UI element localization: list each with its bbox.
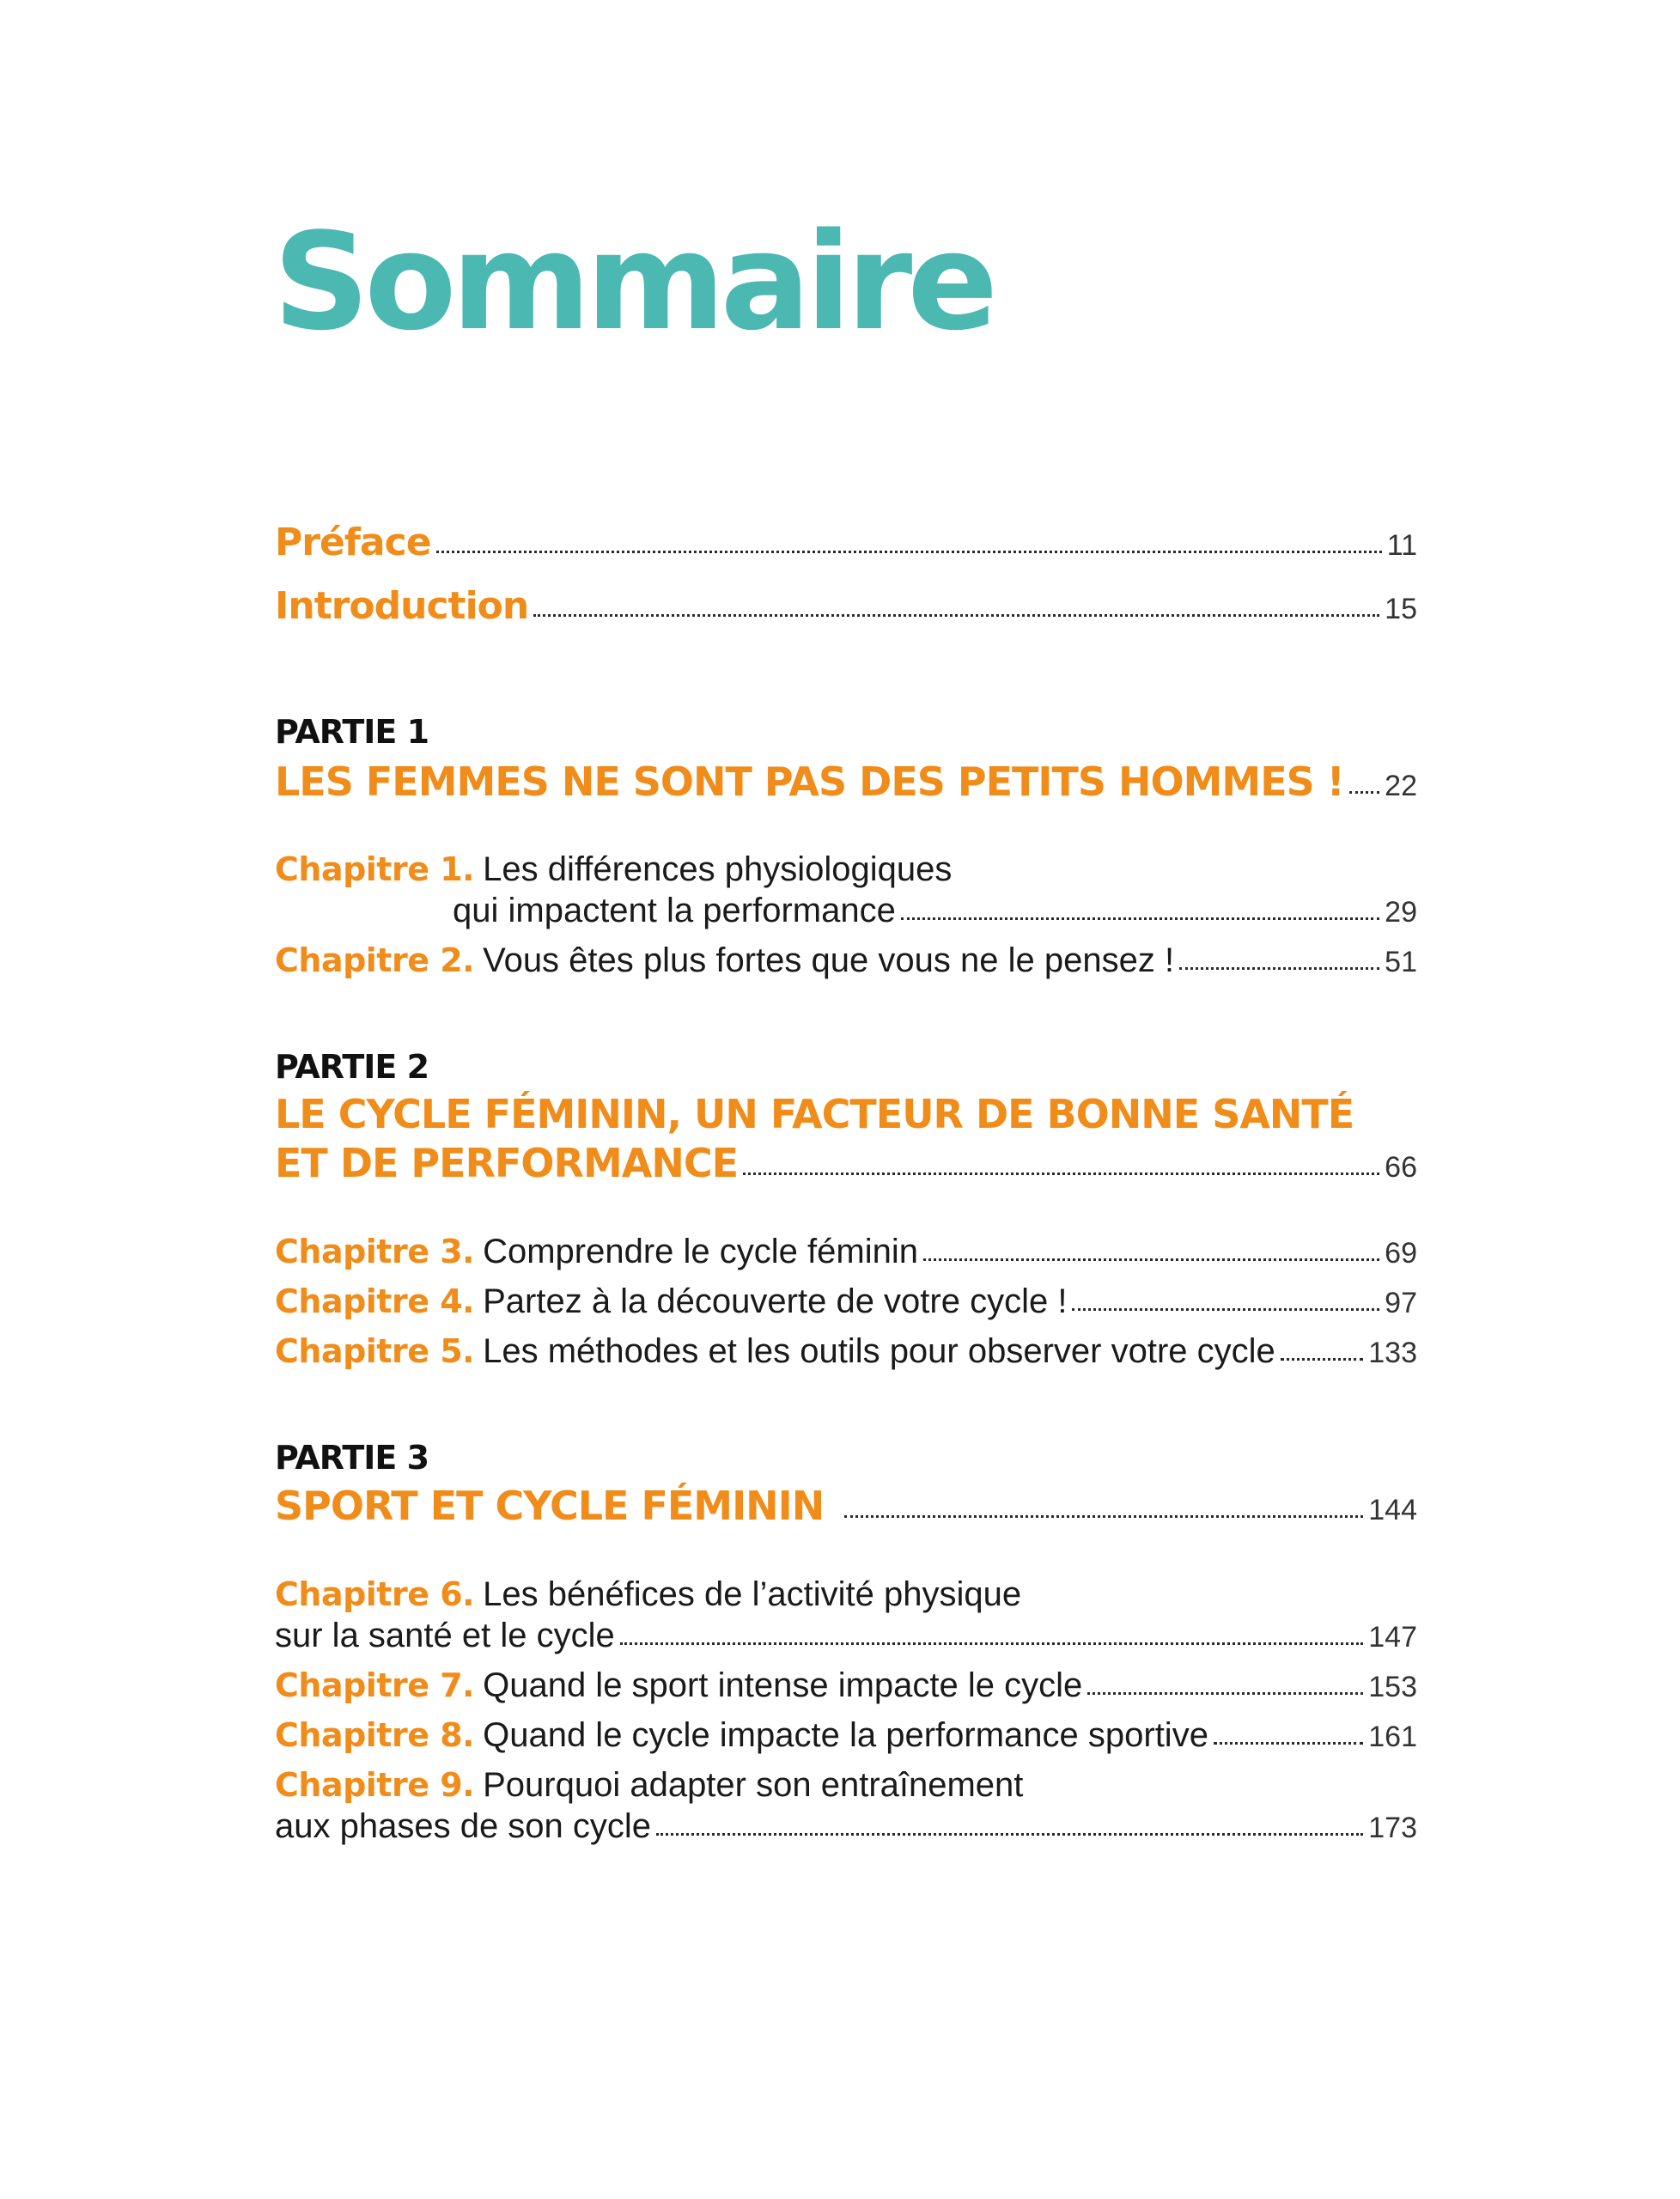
chapter-title: Vous êtes plus fortes que vous ne le pensez ! (483, 941, 1175, 979)
page-title: Sommaire (273, 204, 994, 360)
dot-leader (901, 904, 1379, 920)
chapter-title: Les différences physiologiques (483, 850, 953, 888)
part-title-cont: ET DE PERFORMANCE (275, 1140, 738, 1186)
toc-entry-chapter-2[interactable] (275, 941, 1417, 980)
chapter-heading (275, 1766, 1023, 1805)
chapter-number: Chapitre 7. (275, 1666, 475, 1704)
dot-leader (1179, 953, 1379, 970)
toc-entry-part-3[interactable] (275, 1483, 1417, 1529)
chapter-number: Chapitre 2. (275, 941, 475, 979)
chapter-title-cont: qui impactent la performance (453, 892, 896, 929)
chapter-number: Chapitre 1. (275, 850, 475, 888)
toc-entry-part-2[interactable] (275, 1140, 1417, 1186)
page-number: 147 (1368, 1621, 1417, 1654)
page-number: 66 (1385, 1151, 1417, 1184)
dot-leader (533, 600, 1379, 617)
page-number: 22 (1385, 770, 1417, 802)
part-title: SPORT ET CYCLE FÉMININ (275, 1483, 825, 1529)
dot-leader (656, 1819, 1363, 1836)
page-number: 153 (1368, 1671, 1417, 1703)
chapter-number: Chapitre 4. (275, 1282, 475, 1320)
part-title: LE CYCLE FÉMININ, UN FACTEUR DE BONNE SANTÉ (275, 1091, 1354, 1137)
page-number: 51 (1385, 946, 1417, 978)
dot-leader (923, 1245, 1379, 1261)
part-label: PARTIE 1 (275, 713, 429, 751)
toc-entry-chapter-7[interactable] (275, 1666, 1417, 1705)
chapter-title-cont: aux phases de son cycle (275, 1807, 652, 1845)
part-title-line (275, 1091, 1354, 1137)
part-title: LES FEMMES NE SONT PAS DES PETITS HOMMES ! (275, 758, 1344, 805)
introduction-label: Introduction (275, 584, 529, 628)
part-label: PARTIE 2 (275, 1048, 429, 1086)
page-number: 29 (1385, 896, 1417, 929)
dot-leader (743, 1159, 1379, 1175)
page-number: 173 (1368, 1812, 1417, 1844)
toc-entry-introduction[interactable] (275, 584, 1417, 628)
chapter-title: Partez à la découverte de votre cycle ! (483, 1282, 1068, 1320)
dot-leader (436, 537, 1382, 553)
chapter-title: Pourquoi adapter son entraînement (483, 1766, 1024, 1804)
chapter-number: Chapitre 3. (275, 1233, 475, 1270)
page-number: 97 (1385, 1287, 1417, 1319)
chapter-title: Les bénéfices de l’activité physique (483, 1575, 1022, 1613)
page-number: 15 (1385, 593, 1417, 625)
chapter-heading (275, 850, 952, 889)
chapter-number: Chapitre 5. (275, 1332, 475, 1370)
toc-entry-chapter-9[interactable] (275, 1807, 1417, 1846)
toc-entry-chapter-4[interactable] (275, 1282, 1417, 1321)
toc-entry-chapter-6[interactable] (275, 1617, 1417, 1655)
chapter-number: Chapitre 9. (275, 1766, 475, 1804)
chapter-title: Quand le sport intense impacte le cycle (483, 1666, 1083, 1704)
page-number: 161 (1368, 1721, 1417, 1753)
chapter-number: Chapitre 6. (275, 1575, 475, 1613)
dot-leader (620, 1629, 1364, 1645)
chapter-title: Quand le cycle impacte la performance sportive (483, 1716, 1208, 1754)
toc-entry-chapter-5[interactable] (275, 1332, 1417, 1371)
chapter-title-cont: sur la santé et le cycle (275, 1617, 615, 1654)
toc-entry-chapter-3[interactable] (275, 1233, 1417, 1271)
toc-entry-part-1[interactable] (275, 758, 1417, 805)
preface-label: Préface (275, 521, 431, 564)
dot-leader (844, 1502, 1363, 1518)
page-number: 69 (1385, 1237, 1417, 1270)
chapter-title: Comprendre le cycle féminin (483, 1233, 918, 1270)
chapter-number: Chapitre 8. (275, 1716, 475, 1754)
dot-leader (1087, 1678, 1363, 1695)
toc-entry-preface[interactable] (275, 521, 1417, 564)
chapter-title: Les méthodes et les outils pour observer votre cycle (483, 1332, 1275, 1370)
page-number: 144 (1368, 1494, 1417, 1526)
page-number: 11 (1386, 529, 1417, 562)
dot-leader (1072, 1294, 1379, 1311)
part-label: PARTIE 3 (275, 1439, 429, 1477)
toc-entry-chapter-1[interactable] (453, 892, 1417, 930)
dot-leader (1214, 1728, 1363, 1745)
dot-leader (1281, 1344, 1363, 1361)
toc-entry-chapter-8[interactable] (275, 1716, 1417, 1755)
dot-leader (1349, 777, 1379, 794)
chapter-heading (275, 1575, 1021, 1614)
page-number: 133 (1368, 1337, 1417, 1369)
